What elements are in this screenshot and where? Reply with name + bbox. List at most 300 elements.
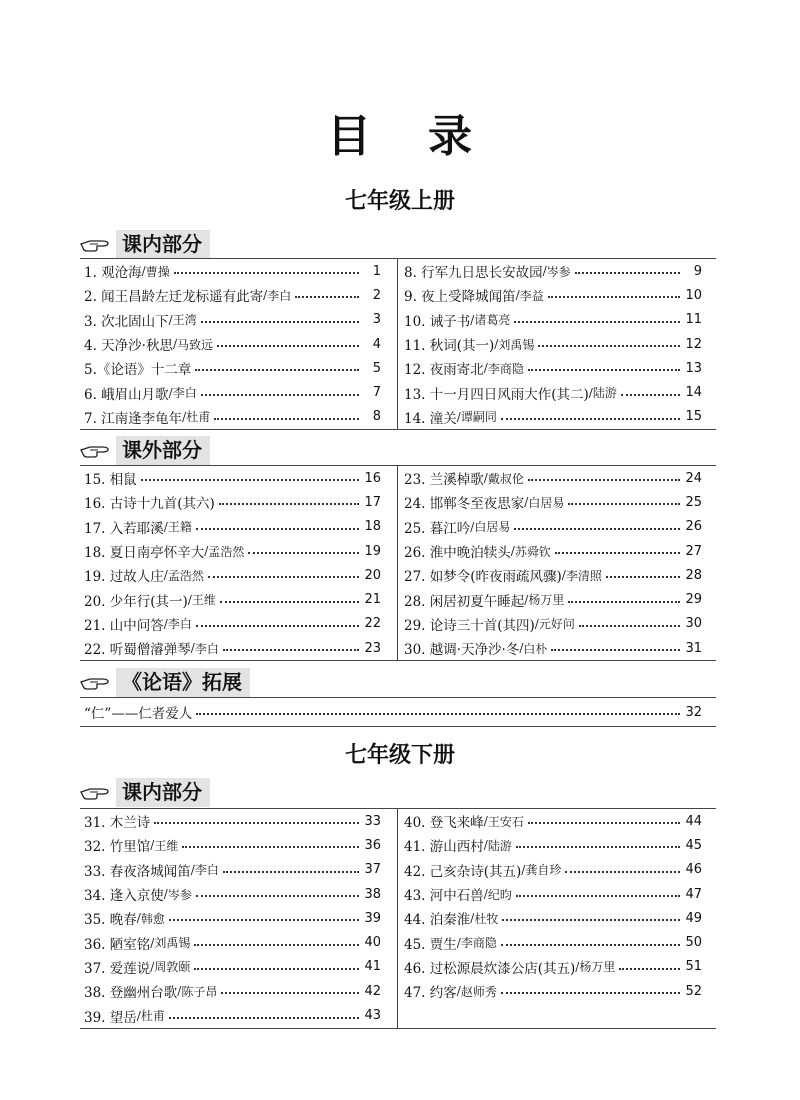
entry-author: 纪昀 <box>487 887 512 902</box>
leader-dots <box>219 503 359 505</box>
leader-dots <box>606 576 680 578</box>
toc-entry[interactable] <box>398 259 716 283</box>
author-separator: / <box>456 935 461 950</box>
section-header-g1-in <box>80 230 210 258</box>
author-separator: / <box>163 519 168 534</box>
entry-author: 李益 <box>519 288 544 303</box>
author-separator: / <box>534 616 539 631</box>
leader-dots <box>295 296 359 298</box>
entry-author: 李白 <box>267 288 292 303</box>
leader-dots <box>208 576 359 578</box>
leader-dots <box>575 272 680 274</box>
entry-title: 15. 相鼠 <box>84 472 137 489</box>
entry-page: 43 <box>364 1008 381 1024</box>
leader-dots <box>516 846 680 848</box>
entry-page: 25 <box>685 494 702 510</box>
leader-dots <box>141 479 359 481</box>
entry-author: 陈子昂 <box>181 984 218 999</box>
toc-entry[interactable] <box>80 332 397 356</box>
entry-title: 3. 次北固山下 <box>84 313 169 330</box>
entry-page: 51 <box>685 959 702 975</box>
author-separator: / <box>483 887 488 902</box>
entry-title: 13. 十一月四日风雨大作(其二) <box>404 386 589 403</box>
toc-entry[interactable] <box>398 882 716 906</box>
entry-author: 刘禹锡 <box>498 337 535 352</box>
author-separator: / <box>177 984 182 999</box>
entry-page: 9 <box>693 263 702 279</box>
toc-entry[interactable] <box>80 490 397 514</box>
toc-entry[interactable] <box>398 955 716 979</box>
toc-entry[interactable] <box>80 612 397 636</box>
leader-dots <box>195 369 359 371</box>
entry-page: 12 <box>685 336 702 352</box>
author-separator: / <box>470 312 475 327</box>
entry-title: 31. 木兰诗 <box>84 815 151 832</box>
entry-title: 4. 天净沙·秋思 <box>84 338 173 355</box>
entry-page: 10 <box>685 287 702 303</box>
entry-title: 44. 泊秦淮 <box>404 912 471 929</box>
toc-single-g1-lunyu <box>80 697 716 727</box>
entry-title: 35. 晚春 <box>84 912 137 929</box>
toc-entry[interactable] <box>80 882 397 906</box>
entry-author: 岑参 <box>167 887 192 902</box>
entry-title: 28. 闲居初夏午睡起 <box>404 593 525 610</box>
author-separator: / <box>515 288 520 303</box>
toc-entry[interactable] <box>398 858 716 882</box>
entry-title: 10. 诫子书 <box>404 313 471 330</box>
entry-page: 52 <box>685 983 702 999</box>
entry-title: 29. 论诗三十首(其四) <box>404 617 535 634</box>
leader-dots <box>621 394 680 396</box>
leader-dots <box>182 846 359 848</box>
entry-page: 2 <box>372 287 381 303</box>
entry-author: 李白 <box>194 641 219 656</box>
entry-title: 34. 逢入京使 <box>84 888 164 905</box>
entry-page: 46 <box>685 862 702 878</box>
entry-title: “仁”——仁者爱人 <box>84 706 193 722</box>
toc-column-right <box>398 259 716 429</box>
author-separator: / <box>163 568 168 583</box>
grade-heading-1: 七年级上册 <box>344 189 455 214</box>
entry-page: 13 <box>685 360 702 376</box>
entry-title: 37. 爱莲说 <box>84 960 151 977</box>
entry-page: 24 <box>685 470 702 486</box>
toc-entry[interactable] <box>80 587 397 611</box>
toc-entry[interactable] <box>80 833 397 857</box>
entry-title: 26. 淮中晚泊犊头 <box>404 545 511 562</box>
toc-grid-g2-in <box>80 808 716 1029</box>
entry-title: 12. 夜雨寄北 <box>404 362 484 379</box>
toc-grid-g1-out <box>80 465 716 661</box>
entry-author: 白朴 <box>523 641 548 656</box>
leader-dots <box>196 528 359 530</box>
entry-author: 孟浩然 <box>167 568 204 583</box>
toc-entry[interactable] <box>80 930 397 954</box>
leader-dots <box>514 528 680 530</box>
toc-entry[interactable] <box>80 259 397 283</box>
entry-title: 36. 陋室铭 <box>84 936 151 953</box>
leader-dots <box>502 919 680 921</box>
entry-author: 杜甫 <box>186 410 211 425</box>
author-separator: / <box>510 544 515 559</box>
author-separator: / <box>150 838 155 853</box>
toc-entry[interactable] <box>80 539 397 563</box>
toc-entry[interactable] <box>398 405 716 429</box>
entry-author: 王维 <box>191 593 216 608</box>
pointing-hand-icon <box>80 673 110 691</box>
toc-entry[interactable] <box>80 356 397 380</box>
entry-page: 19 <box>364 543 381 559</box>
entry-author: 诸葛亮 <box>474 313 511 328</box>
author-separator: / <box>575 959 580 974</box>
title-char-1: 目 <box>327 111 372 162</box>
toc-entry[interactable] <box>398 332 716 356</box>
entry-title: 19. 过故人庄 <box>84 569 164 586</box>
entry-page: 3 <box>372 312 381 328</box>
entry-page: 28 <box>685 567 702 583</box>
entry-title: 21. 山中问答 <box>84 617 164 634</box>
author-separator: / <box>190 862 195 877</box>
leader-dots <box>516 895 680 897</box>
author-separator: / <box>136 911 141 926</box>
leader-dots <box>174 272 359 274</box>
section-label: 课外部分 <box>116 436 210 465</box>
title-char-2: 录 <box>428 111 473 162</box>
leader-dots <box>579 625 680 627</box>
author-separator: / <box>163 616 168 631</box>
entry-title: 43. 河中石兽 <box>404 888 484 905</box>
leader-dots <box>196 895 359 897</box>
leader-dots <box>619 968 680 970</box>
entry-page: 26 <box>685 519 702 535</box>
entry-title: 24. 邯郸冬至夜思家 <box>404 496 525 513</box>
entry-page: 22 <box>364 616 381 632</box>
section-label: 《论语》拓展 <box>116 668 250 697</box>
leader-dots <box>223 871 359 873</box>
entry-author: 苏舜钦 <box>514 544 551 559</box>
leader-dots <box>501 992 680 994</box>
author-separator: / <box>456 409 461 424</box>
author-separator: / <box>483 838 488 853</box>
entry-author: 曹操 <box>145 264 170 279</box>
toc-entry[interactable] <box>80 809 397 833</box>
pointing-hand-icon <box>80 441 110 459</box>
entry-page: 47 <box>685 886 702 902</box>
pointing-hand-icon <box>80 235 110 253</box>
entry-title: 30. 越调·天净沙·冬 <box>404 642 520 659</box>
author-separator: / <box>561 568 566 583</box>
entry-title: 22. 听蜀僧濬弹琴 <box>84 642 191 659</box>
entry-author: 陆游 <box>487 838 512 853</box>
leader-dots <box>201 394 359 396</box>
entry-title: 46. 过松源晨炊漆公店(其五) <box>404 960 576 977</box>
entry-title: 20. 少年行(其一) <box>84 593 188 610</box>
entry-page: 41 <box>364 959 381 975</box>
toc-entry[interactable] <box>80 515 397 539</box>
leader-dots <box>154 822 359 824</box>
toc-entry[interactable] <box>398 515 716 539</box>
toc-entry[interactable] <box>80 405 397 429</box>
entry-title: 14. 潼关 <box>404 410 457 427</box>
entry-title: 41. 游山西村 <box>404 839 484 856</box>
entry-author: 谭嗣同 <box>460 410 497 425</box>
toc-entry[interactable] <box>80 858 397 882</box>
author-separator: / <box>263 288 268 303</box>
toc-entry[interactable] <box>80 1003 397 1027</box>
toc-column-right <box>398 466 716 660</box>
entry-page: 1 <box>372 263 381 279</box>
leader-dots <box>528 822 680 824</box>
entry-author: 李商隐 <box>487 361 524 376</box>
entry-page: 33 <box>364 813 381 829</box>
leader-dots <box>514 321 680 323</box>
entry-title: 32. 竹里馆 <box>84 839 151 856</box>
toc-entry[interactable] <box>80 283 397 307</box>
entry-title: 2. 闻王昌龄左迁龙标遥有此寄 <box>84 289 264 306</box>
entry-title: 40. 登飞来峰 <box>404 815 484 832</box>
toc-entry[interactable] <box>398 308 716 332</box>
entry-page: 11 <box>685 312 702 328</box>
entry-page: 8 <box>372 409 381 425</box>
grade-heading-2: 七年级下册 <box>344 743 455 768</box>
entry-page: 5 <box>372 360 381 376</box>
entry-author: 李商隐 <box>460 936 497 951</box>
entry-page: 38 <box>364 886 381 902</box>
author-separator: / <box>163 887 168 902</box>
entry-title: 9. 夜上受降城闻笛 <box>404 289 516 306</box>
leader-dots <box>538 345 680 347</box>
leader-dots <box>194 968 359 970</box>
toc-entry[interactable] <box>80 636 397 660</box>
entry-author: 白居易 <box>528 495 565 510</box>
entry-author: 刘禹锡 <box>154 936 191 951</box>
entry-title: 23. 兰溪棹歌 <box>404 472 484 489</box>
entry-title: 18. 夏日南亭怀辛大 <box>84 545 205 562</box>
entry-title: 38. 登幽州台歌 <box>84 985 178 1002</box>
entry-page: 42 <box>364 983 381 999</box>
entry-title: 5.《论语》十二章 <box>84 362 192 379</box>
leader-dots <box>528 369 680 371</box>
toc-entry[interactable] <box>398 283 716 307</box>
leader-dots <box>528 479 680 481</box>
entry-page: 18 <box>364 519 381 535</box>
entry-author: 李白 <box>167 617 192 632</box>
author-separator: / <box>190 641 195 656</box>
toc-entry[interactable] <box>398 906 716 930</box>
leader-dots <box>217 345 359 347</box>
entry-page: 20 <box>364 567 381 583</box>
toc-grid-g1-in <box>80 258 716 430</box>
author-separator: / <box>204 544 209 559</box>
leader-dots <box>169 1017 359 1019</box>
entry-title: 47. 约客 <box>404 985 457 1002</box>
entry-page: 31 <box>685 640 702 656</box>
toc-column-left <box>80 466 398 660</box>
entry-title: 8. 行军九日思长安故园 <box>404 265 543 282</box>
entry-author: 岑参 <box>546 264 571 279</box>
entry-author: 元好问 <box>538 617 575 632</box>
toc-entry[interactable] <box>80 466 397 490</box>
entry-page: 45 <box>685 837 702 853</box>
entry-author: 陆游 <box>592 386 617 401</box>
entry-author: 龚自珍 <box>525 863 562 878</box>
entry-author: 王籍 <box>167 520 192 535</box>
entry-author: 周敦颐 <box>154 960 191 975</box>
entry-author: 李白 <box>172 386 197 401</box>
entry-author: 马致远 <box>177 337 214 352</box>
entry-page: 4 <box>372 336 381 352</box>
entry-page: 21 <box>364 592 381 608</box>
leader-dots <box>501 418 680 420</box>
leader-dots <box>214 418 359 420</box>
leader-dots <box>196 713 680 715</box>
toc-entry[interactable] <box>80 955 397 979</box>
entry-page: 23 <box>364 640 381 656</box>
leader-dots <box>196 625 359 627</box>
entry-title: 39. 望岳 <box>84 1009 137 1026</box>
author-separator: / <box>150 935 155 950</box>
author-separator: / <box>542 264 547 279</box>
entry-author: 王维 <box>154 838 179 853</box>
pointing-hand-icon <box>80 783 110 801</box>
entry-author: 王湾 <box>172 313 197 328</box>
entry-title: 42. 己亥杂诗(其五) <box>404 863 522 880</box>
entry-author: 李清照 <box>565 568 602 583</box>
leader-dots <box>194 944 359 946</box>
toc-entry[interactable] <box>80 308 397 332</box>
entry-page: 40 <box>364 935 381 951</box>
entry-author: 韩愈 <box>140 911 165 926</box>
toc-entry[interactable] <box>398 563 716 587</box>
entry-page: 14 <box>685 385 702 401</box>
author-separator: / <box>168 385 173 400</box>
toc-entry[interactable] <box>80 698 716 726</box>
toc-entry[interactable] <box>398 636 716 660</box>
toc-entry[interactable] <box>398 539 716 563</box>
entry-page: 36 <box>364 837 381 853</box>
section-label: 课内部分 <box>116 230 210 259</box>
leader-dots <box>201 321 359 323</box>
entry-page: 17 <box>364 494 381 510</box>
leader-dots <box>548 296 680 298</box>
entry-page: 27 <box>685 543 702 559</box>
author-separator: / <box>150 959 155 974</box>
author-separator: / <box>483 471 488 486</box>
leader-dots <box>501 944 680 946</box>
entry-author: 赵师秀 <box>460 984 497 999</box>
entry-title: 25. 暮江吟 <box>404 520 471 537</box>
section-header-g2-in <box>80 778 210 806</box>
leader-dots <box>221 992 359 994</box>
section-label: 课内部分 <box>116 778 210 807</box>
entry-author: 李白 <box>194 863 219 878</box>
leader-dots <box>223 649 359 651</box>
toc-entry[interactable] <box>398 356 716 380</box>
author-separator: / <box>494 337 499 352</box>
entry-page: 7 <box>372 385 381 401</box>
author-separator: / <box>141 264 146 279</box>
page-title <box>0 100 800 164</box>
leader-dots <box>568 503 680 505</box>
leader-dots <box>565 871 680 873</box>
entry-page: 37 <box>364 862 381 878</box>
entry-title: 1. 观沧海 <box>84 265 142 282</box>
toc-column-right <box>398 809 716 1028</box>
leader-dots <box>551 649 680 651</box>
leader-dots <box>169 919 359 921</box>
entry-author: 王安石 <box>487 814 524 829</box>
author-separator: / <box>172 337 178 352</box>
author-separator: / <box>470 519 475 534</box>
toc-entry[interactable] <box>398 979 716 1003</box>
author-separator: / <box>470 911 475 926</box>
toc-column-left <box>80 259 398 429</box>
author-separator: / <box>182 409 187 424</box>
entry-author: 杜甫 <box>140 1009 165 1024</box>
entry-author: 杜牧 <box>474 911 499 926</box>
toc-entry[interactable] <box>398 490 716 514</box>
author-separator: / <box>136 1008 141 1023</box>
toc-entry[interactable] <box>398 612 716 636</box>
leader-dots <box>555 552 680 554</box>
toc-entry[interactable] <box>398 587 716 611</box>
toc-entry[interactable] <box>80 563 397 587</box>
toc-entry[interactable] <box>80 906 397 930</box>
entry-author: 孟浩然 <box>208 544 245 559</box>
toc-entry[interactable] <box>398 466 716 490</box>
entry-title: 27. 如梦令(昨夜雨疏风骤) <box>404 569 562 586</box>
entry-author: 白居易 <box>474 520 511 535</box>
entry-page: 50 <box>685 935 702 951</box>
section-header-g1-out <box>80 436 210 464</box>
entry-page: 29 <box>685 592 702 608</box>
author-separator: / <box>524 495 529 510</box>
author-separator: / <box>524 592 529 607</box>
entry-title: 16. 古诗十九首(其六) <box>84 496 215 513</box>
leader-dots <box>568 601 680 603</box>
author-separator: / <box>588 385 593 400</box>
entry-title: 17. 入若耶溪 <box>84 520 164 537</box>
toc-entry[interactable] <box>398 833 716 857</box>
entry-page: 44 <box>685 813 702 829</box>
author-separator: / <box>483 361 488 376</box>
entry-author: 杨万里 <box>579 960 616 975</box>
toc-entry[interactable] <box>80 380 397 404</box>
section-header-g1-lunyu <box>80 668 250 696</box>
author-separator: / <box>168 312 173 327</box>
toc-column-left <box>80 809 398 1028</box>
toc-entry[interactable] <box>80 979 397 1003</box>
leader-dots <box>248 552 359 554</box>
entry-page: 49 <box>685 910 702 926</box>
entry-title: 45. 贾生 <box>404 936 457 953</box>
toc-entry[interactable] <box>398 930 716 954</box>
author-separator: / <box>187 592 192 607</box>
entry-author: 戴叔伦 <box>487 471 524 486</box>
toc-entry[interactable] <box>398 809 716 833</box>
toc-entry[interactable] <box>398 380 716 404</box>
entry-page: 15 <box>685 409 702 425</box>
leader-dots <box>220 601 359 603</box>
author-separator: / <box>519 641 524 656</box>
author-separator: / <box>483 814 488 829</box>
entry-author: 杨万里 <box>528 593 565 608</box>
entry-title: 11. 秋词(其一) <box>404 338 495 355</box>
entry-title: 6. 峨眉山月歌 <box>84 386 169 403</box>
entry-title: 7. 江南逢李龟年 <box>84 410 183 427</box>
author-separator: / <box>456 984 461 999</box>
entry-page: 16 <box>364 470 381 486</box>
